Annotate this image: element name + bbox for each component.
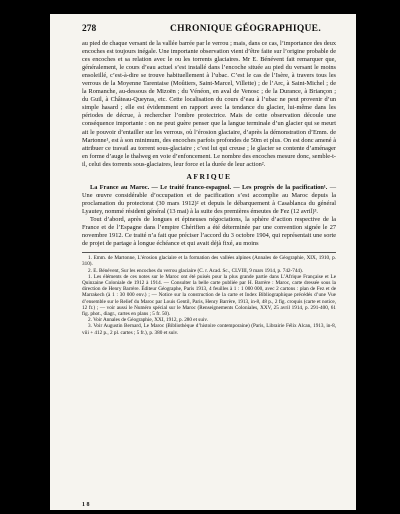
section-paragraph (82, 184, 336, 216)
body-paragraph: au pied de chaque versant de la vallée barrée par le verrou ; mais, dans ce cas, l’importance des deux encoches est toujours inégale. Une importante observation vient d’être faite sur l’origine probable de ces encoches et sa relation avec le ou les torrents glaciaires. Mr E. Bénévent fait remarquer que, généralement, le cours d’eau actuel s’est installé dans l’encoche située au pied du versant le moins ensoleillé, c’est-à-dire se trouve habituellement à l’ubac. C’est le cas de l’Isère, à travers tous les verrous de la Moyenne Tarentaise (Moûtiers, Saint-Marcel, Villette) ; de l’Arc, à Saint-Michel ; de la Romanche, au-dessous de Mizoën ; du Vénéon, en aval de Venosc ; de la Durance, à Briançon ; du Guil, à Château-Queyras, etc. Cette localisation du cours d’eau à l’ubac ne peut provenir d’un simple hasard ; elle est évidemment en rapport avec la tendance du glacier, lui-même dans les périodes de décrue, à rechercher l’ombre protectrice. Mais de cette observation découle une conséquence importante : on ne peut guère penser que la langue terminale d’un glacier qui se meurt ait le pouvoir d’entailler sur les verrous, où l’érosion glaciaire, d’après la démonstration d’Emm. de Martonne¹, est à son minimum, des encoches parfois profondes de 50m et plus. On est donc amené à attribuer ce travail au torrent sous-glaciaire ; c’est lui qui creuse ; le glacier se contente d’aménager en forme d’auge le thalweg en voie d’enfoncement. Le nombre des encoches mesure donc, semble-t-il, celui des torrents sous-glaciaires, leur force et la durée de leur action². (82, 40, 336, 168)
page-number: 278 (82, 24, 97, 34)
page-body (82, 40, 336, 336)
running-title: CHRONIQUE GÉOGRAPHIQUE. (170, 24, 321, 34)
footnote: 1. Les éléments de ces notes sur le Maroc ont été puisés pour la plus grande partie dans L’Afrique Française et Le Quinzaine Coloniale de 1912 à 1914. — Consulter la belle carte publiée par H. Barrère : Maroc, carte dressée sous la direction de Henry Barrère. Éditeur Géographe, Paris 1913, 4 feuilles à 1 : 1 000 000, avec 2 cartons : plan de Fez et de Marrakech (à 1 : 30 000 env.) ; — Notice sur la construction de la carte et Index Bibliographique précédés d’une Vue d’ensemble sur le Relief du Maroc par Louis Gentil, Paris, Henry Barrère, 1913, in-8, 48 p., 2 fig. croquis (carte et notice, 12 fr.) ; — voir aussi le Numéro spécial sur le Maroc (Renseignements Coloniales, XXV, 25 avril 1914, p. 291-400, 61 fig. phot., diagr., cartes en plans ; 5 fr. 50). (82, 273, 336, 317)
footnote: 1. Emm. de Martonne, L’érosion glaciaire et la formation des vallées alpines (Annales de Géographie, XIX, 1910, p. 310). (82, 255, 336, 268)
footnote: 3. Voir Augustin Bernard, Le Maroc (Bibliothèque d’histoire contemporaine) (Paris, Librairie Félix Alcan, 1913, in-8, viii + 412 p., 2 pl. cartes ; 5 fr.), p. 380 et suiv. (82, 323, 336, 336)
footnotes (82, 252, 336, 336)
section-title: AFRIQUE (186, 171, 232, 181)
document-page (50, 14, 356, 510)
section-lead: La France au Maroc. — Le traité franco-espagnol. — Les progrès de la pacification¹. (90, 183, 328, 191)
section-paragraph (82, 216, 336, 248)
printer-signature: 1 8 (82, 502, 90, 508)
section-text: Tout d’abord, après de longues et épineuses négociations, la sphère d’action respective de la France et de l’Espagne dans l’empire Chérifien a été déterminée par une convention signée le 27 novembre 1912. Ce traité n’a fait que préciser l’accord du 3 octobre 1904, qui représentait une sorte de projet de partage à longue échéance et qui avait déjà fixé, au moins (82, 215, 336, 248)
footnote: 2. E. Bénévent, Sur les encoches du verrou glaciaire (C. r. Acad. Sc., CLVIII, 9 mars 1914, p. 742-744). (88, 267, 304, 274)
page-header (82, 24, 336, 36)
section-text: — Une œuvre considérable d’occupation et de pacification s’est accomplie au Maroc depuis la proclamation du protectorat (30 mars 1912)² et depuis le débarquement à Casablanca du général Lyautey, nommé résident général (13 mai) à la suite des premières émeutes de Fez (12 avril)³. (82, 183, 336, 215)
footnote: 2. Voir Annales de Géographie, XXI, 1912, p. 280 et suiv. (88, 317, 208, 324)
